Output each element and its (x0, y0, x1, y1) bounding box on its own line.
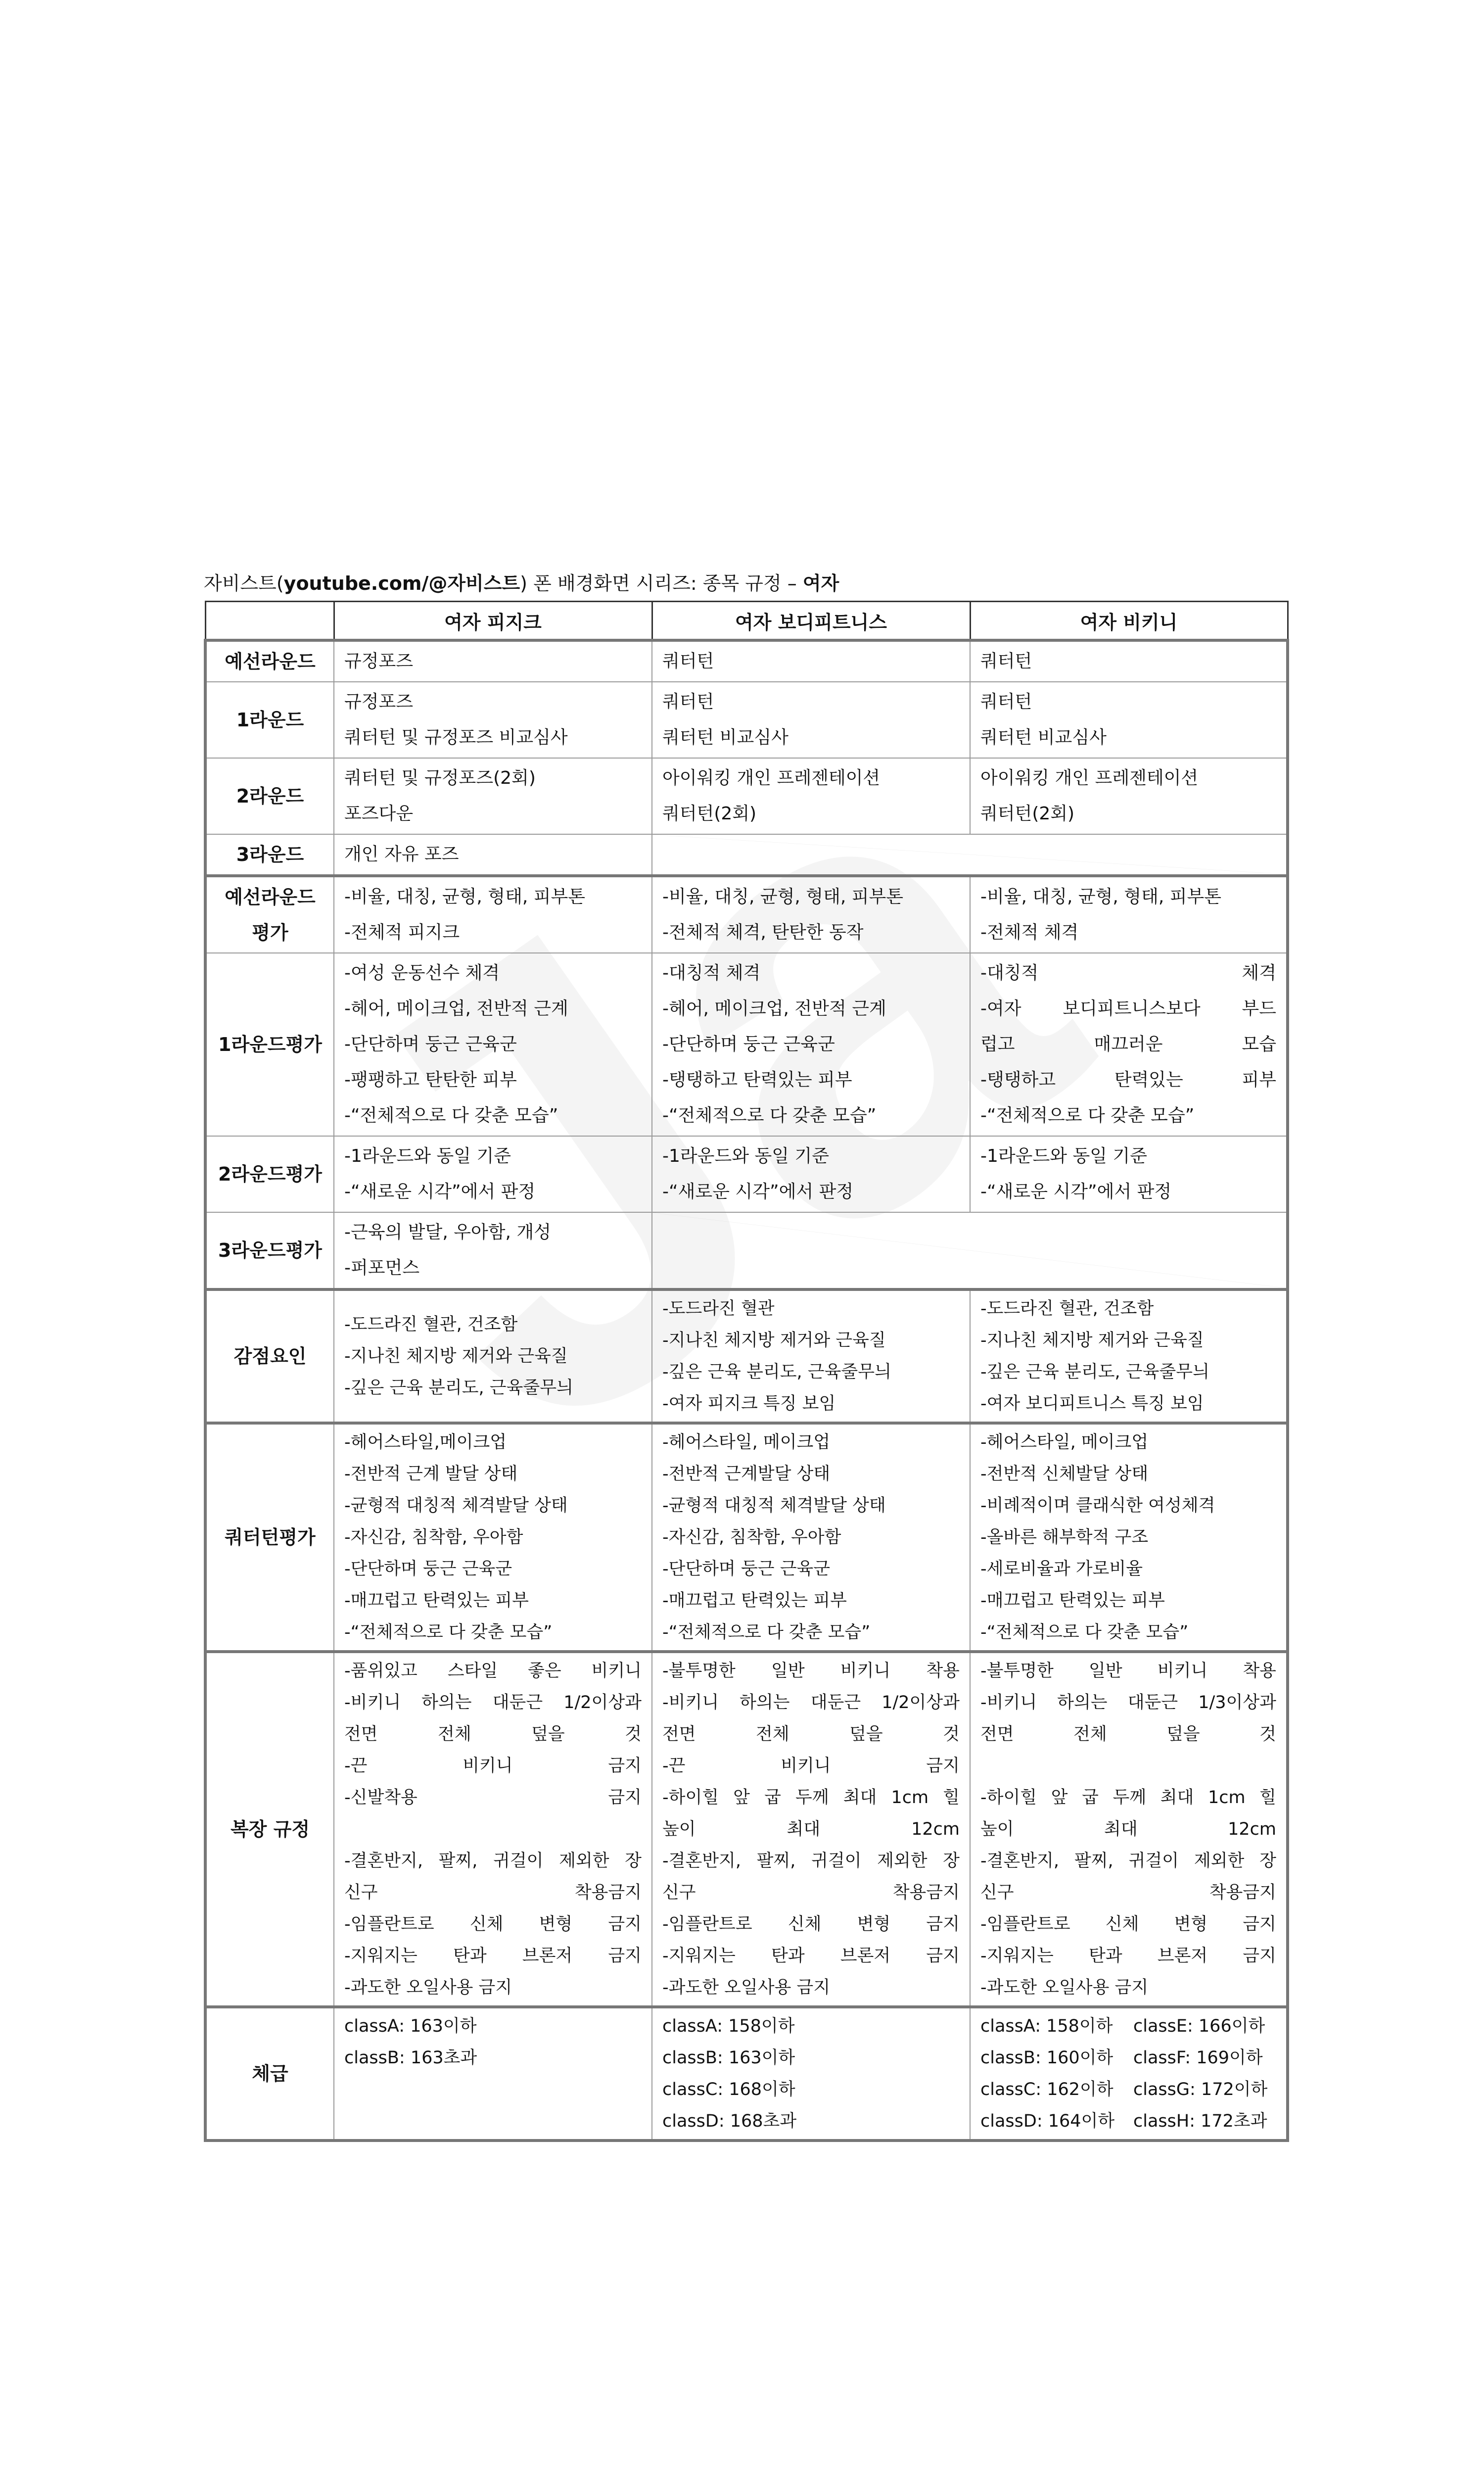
cell-line: -“새로운 시각”에서 판정 (344, 1182, 536, 1202)
row-label (205, 682, 334, 758)
cell-line: -1라운드와 동일 기준 (662, 1146, 829, 1166)
cell-line: -끈 비키니 금지 (344, 1756, 642, 1776)
cell-line: -자신감, 침착함, 우아함 (662, 1527, 841, 1547)
bikini-weight-grid (980, 2010, 1276, 2137)
cell-line: 평가 (285, 1034, 322, 1055)
cell-line: -매끄럽고 탄력있는 피부 (662, 1591, 847, 1611)
cell-line: -헤어스타일, 메이크업 (980, 1432, 1149, 1452)
row-weight (205, 2007, 1288, 2141)
cell-physique (334, 953, 652, 1136)
weight-class-group (205, 2007, 1288, 2141)
cell-line: -지나친 체지방 제거와 근육질 (344, 1346, 568, 1366)
cell-physique (334, 834, 652, 876)
cell-line: 전면 전체 덮을 것 (980, 1724, 1276, 1744)
cell-bikini (970, 640, 1288, 682)
page-title (204, 569, 839, 598)
attire-group (205, 1652, 1288, 2007)
cell-line: 쿼터턴(2회) (980, 804, 1075, 824)
cell-line: -지나친 체지방 제거와 근육질 (980, 1331, 1204, 1350)
cell-line: -“새로운 시각”에서 판정 (662, 1182, 854, 1202)
cell-bikini (970, 1423, 1288, 1652)
cell-line: -전체적 체격, 탄탄한 동작 (662, 922, 864, 943)
cell-line (980, 1750, 1276, 1782)
cell-line: classG: 172이하 (1133, 2080, 1268, 2099)
cell-bodyfitness (652, 758, 970, 834)
cell-line: -1라운드와 동일 기준 (344, 1146, 511, 1166)
cell-line: classC: 168이하 (662, 2080, 795, 2099)
cell-physique (334, 1652, 652, 2007)
cell-line: -여자 보디피트니스보다 부드 (980, 999, 1276, 1019)
header-row (205, 602, 1288, 641)
bikini-weight-left (980, 2010, 1123, 2137)
cell-line: -결혼반지, 팔찌, 귀걸이 제외한 장 (980, 1851, 1276, 1871)
cell-line: 1라운드 (236, 709, 304, 731)
cell-line: 예선라운드 (225, 651, 316, 672)
cell-line: -“전체적으로 다 갖춘 모습” (980, 1622, 1189, 1642)
corner-cell (205, 602, 334, 641)
cell-line: 쿼터턴 (662, 692, 714, 712)
cell-line: -단단하며 둥근 근육군 (344, 1559, 512, 1579)
cell-physique (334, 2007, 652, 2141)
cell-line: -“전체적으로 다 갖춘 모습” (344, 1622, 553, 1642)
cell-line: 감점요인 (233, 1345, 307, 1367)
cell-line: -지워지는 탄과 브론저 금지 (980, 1946, 1276, 1966)
cell-line: 높이 최대 12cm (980, 1819, 1276, 1839)
cell-line: -비율, 대칭, 균형, 형태, 피부톤 (344, 887, 586, 907)
cell-line: 쿼터턴 (662, 651, 714, 671)
cell-line: -헤어, 메이크업, 전반적 근계 (662, 999, 886, 1019)
cell-line: -올바른 해부학적 구조 (980, 1527, 1149, 1547)
cell-line: -1라운드와 동일 기준 (980, 1146, 1147, 1166)
row-label (205, 758, 334, 834)
cell-line: -도드라진 혈관, 건조함 (980, 1299, 1154, 1319)
cell-line: 3라운드 (236, 844, 304, 865)
cell-line: -“전체적으로 다 갖춘 모습” (980, 1105, 1195, 1126)
cell-line: 개인 자유 포즈 (344, 844, 459, 864)
cell-line: -비키니 하의는 대둔근 1/2이상과 (344, 1693, 642, 1713)
cell-line: -신발착용 금지 (344, 1788, 642, 1808)
cell-line: -끈 비키니 금지 (662, 1756, 960, 1776)
cell-line: 높이 최대 12cm (662, 1819, 960, 1839)
cell-line: -도드라진 혈관 (662, 1299, 775, 1319)
cell-bodyfitness (652, 640, 970, 682)
cell-line: -균형적 대칭적 체격발달 상태 (344, 1496, 568, 1516)
cell-line: -임플란트로 신체 변형 금지 (980, 1914, 1276, 1934)
gender-label: 여자 (802, 572, 839, 594)
cell-line: -“전체적으로 다 갖춘 모습” (344, 1105, 558, 1126)
cell-line: classB: 163초과 (344, 2048, 477, 2068)
cell-line: classD: 168초과 (662, 2111, 797, 2131)
cell-line: -전체적 체격 (980, 922, 1079, 943)
cell-line: -지워지는 탄과 브론저 금지 (662, 1946, 960, 1966)
row-label (205, 834, 334, 876)
rounds-group (205, 640, 1288, 876)
cell-line: 신구 착용금지 (662, 1883, 960, 1903)
cell-bikini (970, 1289, 1288, 1423)
cell-line: 1라운드 (218, 1034, 286, 1055)
row-label (205, 2007, 334, 2141)
cell-physique (334, 1423, 652, 1652)
cell-physique (334, 1136, 652, 1212)
empty-merged-cell (652, 1212, 1288, 1289)
cell-line: -비율, 대칭, 균형, 형태, 피부톤 (980, 887, 1222, 907)
cell-line: -하이힐 앞 굽 두께 최대 1cm 힐 (662, 1788, 960, 1808)
cell-line: -비키니 하의는 대둔근 1/2이상과 (662, 1693, 960, 1713)
row-label (205, 953, 334, 1136)
cell-line: -전반적 근계발달 상태 (662, 1464, 831, 1484)
cell-bikini (970, 1136, 1288, 1212)
cell-line: -대칭적 체격 (662, 963, 761, 983)
cell-line: -깊은 근육 분리도, 근육줄무늬 (662, 1362, 891, 1382)
cell-line: 쿼터턴 (980, 651, 1032, 671)
cell-line: 쿼터턴 (980, 692, 1032, 712)
cell-line: 쿼터턴 (225, 1526, 279, 1548)
cell-line: -헤어스타일, 메이크업 (662, 1432, 831, 1452)
cell-line: 신구 착용금지 (344, 1883, 642, 1903)
cell-line: classA: 163이하 (344, 2016, 477, 2036)
row-round3 (205, 834, 1288, 876)
cell-line: -대칭적 체격 (980, 963, 1276, 983)
cell-bodyfitness (652, 2007, 970, 2141)
cell-line: classH: 172초과 (1133, 2111, 1267, 2131)
cell-bikini (970, 682, 1288, 758)
cell-line: 전면 전체 덮을 것 (662, 1724, 960, 1744)
cell-line: -깊은 근육 분리도, 근육줄무늬 (980, 1362, 1209, 1382)
row-label (205, 640, 334, 682)
cell-line: -단단하며 둥근 근육군 (662, 1559, 831, 1579)
evaluation-group (205, 876, 1288, 1289)
cell-line: -전체적 피지크 (344, 922, 460, 943)
cell-line: 3라운드 (218, 1239, 286, 1261)
cell-line: 포즈다운 (344, 804, 414, 824)
cell-line: 쿼터턴(2회) (662, 804, 757, 824)
quarter-eval-group (205, 1423, 1288, 1652)
cell-line: -매끄럽고 탄력있는 피부 (344, 1591, 529, 1611)
title-mid: ) 폰 배경화면 시리즈: 종목 규정 – (520, 572, 803, 594)
cell-line: -결혼반지, 팔찌, 귀걸이 제외한 장 (344, 1851, 642, 1871)
cell-line: 아이워킹 개인 프레젠테이션 (662, 768, 881, 788)
column-header: 여자 보디피트니스 (652, 602, 970, 641)
bikini-weight-right (1133, 2010, 1276, 2137)
row-round3-eval (205, 1212, 1288, 1289)
cell-line: -여성 운동선수 체격 (344, 963, 500, 983)
cell-bikini (970, 953, 1288, 1136)
cell-line: -전반적 근계 발달 상태 (344, 1464, 518, 1484)
row-label (205, 876, 334, 953)
cell-line: -자신감, 침착함, 우아함 (344, 1527, 523, 1547)
cell-line: -세로비율과 가로비율 (980, 1559, 1143, 1579)
cell-line: -단단하며 둥근 근육군 (344, 1034, 517, 1054)
row-round2-eval (205, 1136, 1288, 1212)
cell-line: classB: 160이하 (980, 2048, 1113, 2068)
cell-line: -도드라진 혈관, 건조함 (344, 1315, 518, 1334)
row-round1 (205, 682, 1288, 758)
row-prelim-eval (205, 876, 1288, 953)
cell-line: 규정포즈 (344, 692, 414, 712)
channel-url: youtube.com/@자비스트 (283, 572, 520, 594)
cell-line: -하이힐 앞 굽 두께 최대 1cm 힐 (980, 1788, 1276, 1808)
cell-line: -매끄럽고 탄력있는 피부 (980, 1591, 1165, 1611)
cell-bodyfitness (652, 1423, 970, 1652)
cell-physique (334, 758, 652, 834)
cell-physique (334, 1289, 652, 1423)
cell-line: 체급 (252, 2063, 288, 2085)
cell-bodyfitness (652, 953, 970, 1136)
cell-line: classA: 158이하 (662, 2016, 795, 2036)
cell-line: -불투명한 일반 비키니 착용 (662, 1661, 960, 1681)
cell-bikini (970, 758, 1288, 834)
cell-line: 쿼터턴 및 규정포즈(2회) (344, 768, 536, 788)
cell-line: 쿼터턴 및 규정포즈 비교심사 (344, 727, 568, 748)
cell-line: -비키니 하의는 대둔근 1/3이상과 (980, 1693, 1276, 1713)
cell-line: -균형적 대칭적 체격발달 상태 (662, 1496, 886, 1516)
cell-line: 예선라운드 (225, 886, 316, 908)
cell-line: -과도한 오일사용 금지 (980, 1978, 1149, 1998)
cell-line: 2라운드 (218, 1163, 286, 1185)
cell-line: -과도한 오일사용 금지 (344, 1978, 512, 1998)
cell-line: -지워지는 탄과 브론저 금지 (344, 1946, 642, 1966)
cell-line: 2라운드 (236, 785, 304, 807)
cell-bikini (970, 2007, 1288, 2141)
cell-line: classE: 166이하 (1133, 2016, 1265, 2036)
cell-line: -지나친 체지방 제거와 근육질 (662, 1331, 886, 1350)
cell-line: -전반적 신체발달 상태 (980, 1464, 1149, 1484)
cell-line: 럽고 매끄러운 모습 (980, 1034, 1276, 1054)
cell-line: -비례적이며 클래식한 여성체격 (980, 1496, 1215, 1516)
cell-line: -임플란트로 신체 변형 금지 (662, 1914, 960, 1934)
cell-line: -탱탱하고 탄력있는 피부 (662, 1070, 852, 1090)
cell-line: -비율, 대칭, 균형, 형태, 피부톤 (662, 887, 904, 907)
cell-line: 복장 규정 (230, 1818, 310, 1840)
cell-line: -품위있고 스타일 좋은 비키니 (344, 1661, 642, 1681)
row-deductions (205, 1289, 1288, 1423)
cell-physique (334, 682, 652, 758)
row-label (205, 1212, 334, 1289)
cell-line: classD: 164이하 (980, 2111, 1115, 2131)
cell-line: 평가 (279, 1526, 316, 1548)
row-attire (205, 1652, 1288, 2007)
cell-line: -“새로운 시각”에서 판정 (980, 1182, 1172, 1202)
cell-line: classA: 158이하 (980, 2016, 1113, 2036)
rules-table (204, 601, 1289, 2142)
deductions-group (205, 1289, 1288, 1423)
cell-line: 전면 전체 덮을 것 (344, 1724, 642, 1744)
row-label (205, 1652, 334, 2007)
cell-line: -깊은 근육 분리도, 근육줄무늬 (344, 1378, 573, 1398)
row-round1-eval (205, 953, 1288, 1136)
cell-line: 평가 (252, 922, 288, 944)
row-quarter-eval (205, 1423, 1288, 1652)
cell-line: -근육의 발달, 우아함, 개성 (344, 1222, 551, 1242)
cell-bodyfitness (652, 1289, 970, 1423)
cell-physique (334, 640, 652, 682)
column-header: 여자 비키니 (970, 602, 1288, 641)
cell-line: -헤어, 메이크업, 전반적 근계 (344, 999, 568, 1019)
cell-line: -결혼반지, 팔찌, 귀걸이 제외한 장 (662, 1851, 960, 1871)
row-round2 (205, 758, 1288, 834)
cell-line: -“전체적으로 다 갖춘 모습” (662, 1105, 877, 1126)
row-label (205, 1289, 334, 1423)
column-header: 여자 피지크 (334, 602, 652, 641)
cell-line: classC: 162이하 (980, 2080, 1113, 2099)
row-label (205, 1136, 334, 1212)
cell-line: 쿼터턴 비교심사 (980, 727, 1107, 748)
cell-line: 아이워킹 개인 프레젠테이션 (980, 768, 1199, 788)
cell-line: -헤어스타일,메이크업 (344, 1432, 507, 1452)
row-prelim (205, 640, 1288, 682)
cell-line: -팽팽하고 탄탄한 피부 (344, 1070, 517, 1090)
cell-bikini (970, 1652, 1288, 2007)
row-label (205, 1423, 334, 1652)
cell-line: 신구 착용금지 (980, 1883, 1276, 1903)
cell-line: 평가 (285, 1163, 322, 1185)
cell-bodyfitness (652, 1652, 970, 2007)
cell-line: 평가 (285, 1239, 322, 1261)
diagonal-line (652, 1213, 1286, 1288)
cell-physique (334, 1212, 652, 1289)
cell-line: classB: 163이하 (662, 2048, 795, 2068)
cell-line: -여자 피지크 특징 보임 (662, 1394, 836, 1414)
cell-line: 쿼터턴 비교심사 (662, 727, 788, 748)
cell-line: -단단하며 둥근 근육군 (662, 1034, 835, 1054)
cell-bikini (970, 876, 1288, 953)
cell-bodyfitness (652, 682, 970, 758)
cell-line: -퍼포먼스 (344, 1258, 420, 1278)
cell-bodyfitness (652, 1136, 970, 1212)
cell-line (344, 1813, 642, 1845)
title-prefix: 자비스트( (204, 572, 284, 594)
cell-line: -“전체적으로 다 갖춘 모습” (662, 1622, 871, 1642)
cell-bodyfitness (652, 876, 970, 953)
cell-line: -불투명한 일반 비키니 착용 (980, 1661, 1276, 1681)
cell-line: -여자 보디피트니스 특징 보임 (980, 1394, 1204, 1414)
empty-merged-cell (652, 834, 1288, 876)
cell-line: -임플란트로 신체 변형 금지 (344, 1914, 642, 1934)
cell-line: -과도한 오일사용 금지 (662, 1978, 831, 1998)
cell-line: -탱탱하고 탄력있는 피부 (980, 1070, 1276, 1090)
cell-physique (334, 876, 652, 953)
cell-line: 규정포즈 (344, 651, 414, 671)
cell-line: classF: 169이하 (1133, 2048, 1263, 2068)
diagonal-line (652, 835, 1286, 874)
